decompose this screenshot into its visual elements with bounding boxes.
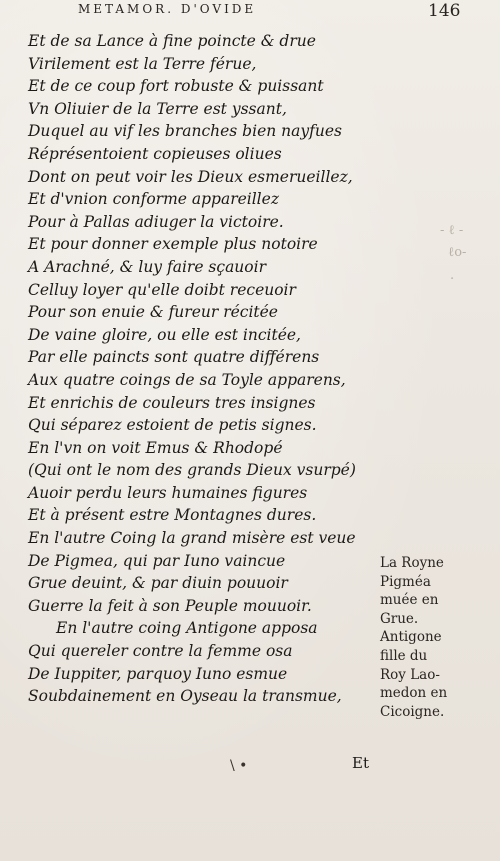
verse-line: En l'autre Coing la grand misère est veue <box>28 529 356 548</box>
verse-line: Et pour donner exemple plus notoire <box>28 235 318 254</box>
verse-line: Celluy loyer qu'elle doibt receuoir <box>28 280 296 299</box>
verse-line: De Iuppiter, parquoy Iuno esmue <box>28 664 288 683</box>
verse-line: Et de ce coup fort robuste & puissant <box>28 77 324 96</box>
page-number: 146 <box>428 1 461 21</box>
marginal-note-line: medon en <box>380 685 448 702</box>
catchword: Et <box>352 754 369 772</box>
verse-line: Auoir perdu leurs humaines figures <box>28 483 308 502</box>
marginal-note-line: Roy Lao- <box>380 666 440 683</box>
verse-line: Réprésentoient copieuses oliues <box>28 144 282 163</box>
verse-line: Soubdainement en Oyseau la transmue, <box>28 687 342 706</box>
verse-line: Par elle paincts sont quatre différens <box>28 348 320 367</box>
verse-line: Et d'vnion conforme appareillez <box>28 190 279 209</box>
verse-line: Aux quatre coings de sa Toyle apparens, <box>28 370 346 389</box>
verse-line: De Pigmea, qui par Iuno vaincue <box>28 551 286 570</box>
marginal-note-line: Antigone <box>380 629 442 646</box>
marginal-note-line: Cicoigne. <box>380 703 445 720</box>
marginal-note-line: muée en <box>380 592 439 609</box>
verse-line: Duquel au vif les branches bien nayfues <box>28 122 342 141</box>
verse-line: Et de sa Lance à fine poincte & drue <box>28 32 316 50</box>
bleed-through-mark: ℓo- <box>448 245 467 260</box>
marginal-note-line: fille du <box>380 647 428 664</box>
verse-line: Et à présent estre Montagnes dures. <box>28 506 317 525</box>
verse-line: Vn Oliuier de la Terre est yssant, <box>28 99 287 118</box>
verse-line: (Qui ont le nom des grands Dieux vsurpé) <box>28 461 356 480</box>
verse-line: De vaine gloire, ou elle est incitée, <box>28 325 301 344</box>
running-title: METAMOR. D'OVIDE <box>78 2 257 16</box>
verse-text-block <box>28 30 358 708</box>
verse-line: Qui séparez estoient de petis signes. <box>28 416 317 435</box>
marginal-note-line: La Royne <box>380 555 444 571</box>
verse-line: Pour son enuie & fureur récitée <box>28 303 278 322</box>
signature-mark: \ • <box>230 758 248 774</box>
verse-line: Pour à Pallas adiuger la victoire. <box>28 212 284 231</box>
verse-line: Et enrichis de couleurs tres insignes <box>28 393 316 412</box>
marginal-note-line: Pigméa <box>380 573 431 590</box>
verse-line: En l'vn on voit Emus & Rhodopé <box>28 438 283 457</box>
marginal-note <box>380 554 490 721</box>
verse-line: A Arachné, & luy faire sçauoir <box>28 257 266 276</box>
verse-line: Virilement est la Terre férue, <box>28 54 257 73</box>
verse-line: Dont on peut voir les Dieux esmerueillez, <box>28 167 353 186</box>
verse-line: Grue deuint, & par diuin pouuoir <box>28 574 288 593</box>
verse-line: En l'autre coing Antigone apposa <box>56 619 318 638</box>
bleed-through-mark: - ℓ - <box>440 223 464 238</box>
bleed-through-mark: . <box>450 268 455 283</box>
marginal-note-line: Grue. <box>380 610 419 627</box>
verse-line: Guerre la feit à son Peuple mouuoir. <box>28 596 312 615</box>
verse-line: Qui quereler contre la femme osa <box>28 642 293 661</box>
